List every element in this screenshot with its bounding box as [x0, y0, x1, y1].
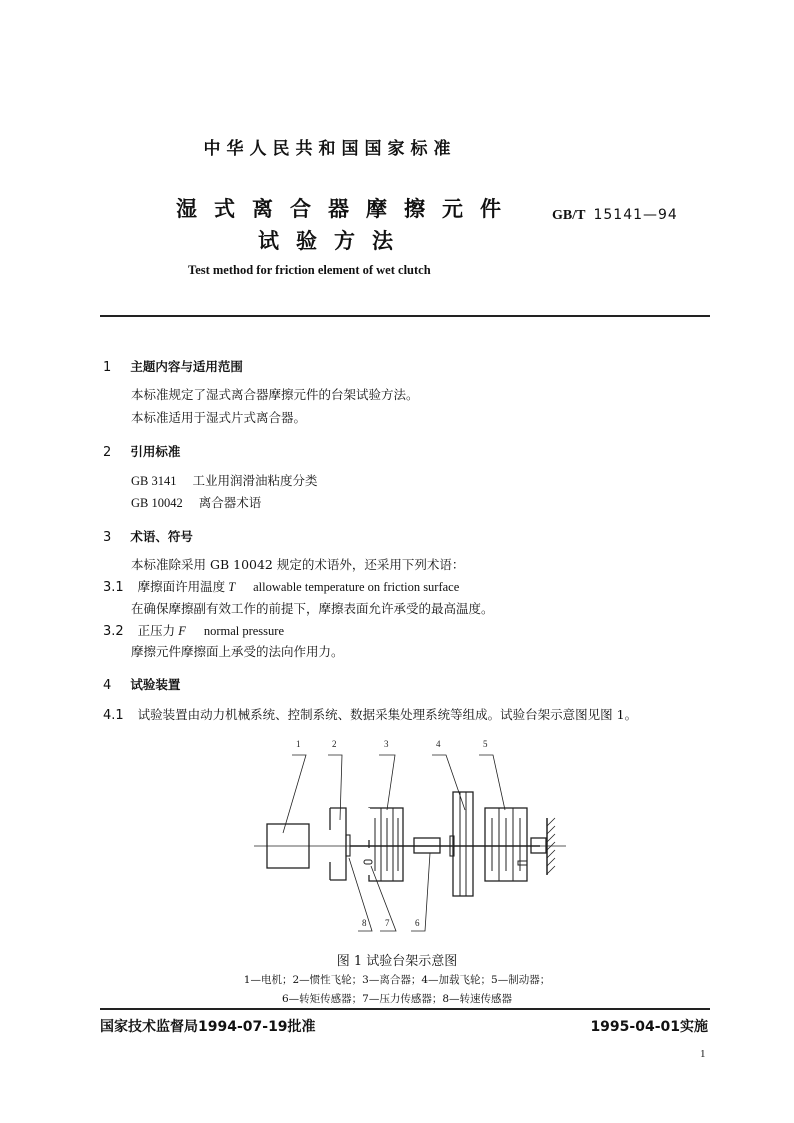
loading-flywheel-shape	[453, 792, 473, 896]
diagram-label-4: 4	[436, 739, 441, 749]
approval-date: 国家技术监督局1994-07-19批准	[100, 1019, 316, 1035]
term-3-2	[103, 621, 284, 639]
section-4-heading	[103, 674, 180, 693]
section-1-heading	[103, 356, 243, 375]
section-number: 1	[103, 360, 112, 375]
diagram-label-6: 6	[415, 918, 420, 928]
reference-item	[131, 493, 261, 511]
standard-code-number: 15141—94	[593, 207, 678, 223]
national-standard-heading: 中华人民共和国国家标准	[203, 139, 457, 159]
clause-number: 4.1	[103, 708, 124, 723]
term-number: 3.1	[103, 580, 124, 595]
term-english: normal pressure	[203, 624, 284, 638]
page-number: 1	[700, 1048, 706, 1060]
leader-line-6	[411, 853, 430, 931]
footer-divider	[100, 1008, 710, 1010]
diagram-label-1: 1	[296, 739, 301, 749]
diagram-label-8: 8	[362, 918, 367, 928]
reference-code: GB 3141	[131, 474, 177, 488]
reference-code: GB 10042	[131, 496, 183, 510]
leader-line-5	[479, 755, 505, 810]
reference-name: 工业用润滑油粘度分类	[192, 473, 318, 488]
figure-legend-line2: 6—转矩传感器；7—压力传感器；8—转速传感器	[281, 993, 513, 1005]
section-title: 试验装置	[130, 677, 181, 692]
document-title-line2: 试验方法	[258, 229, 410, 253]
term-name: 正压力	[137, 623, 176, 638]
term-symbol: T	[228, 580, 236, 594]
section-number: 2	[103, 445, 112, 460]
standard-code-prefix: GB/T	[552, 208, 586, 223]
section-title: 术语、符号	[130, 529, 193, 544]
leader-line-7	[371, 866, 396, 931]
header-divider	[100, 315, 710, 317]
standard-code	[552, 207, 678, 224]
diagram-label-5: 5	[483, 739, 488, 749]
term-name: 摩擦面许用温度	[137, 579, 226, 594]
implementation-date: 1995-04-01实施	[590, 1019, 708, 1035]
clause-4-1	[103, 705, 637, 723]
term-definition: 在确保摩擦副有效工作的前提下，摩擦表面允许承受的最高温度。	[131, 601, 494, 616]
paragraph: 本标准规定了湿式离合器摩擦元件的台架试验方法。	[131, 387, 419, 402]
reference-name: 离合器术语	[198, 495, 262, 510]
section-number: 4	[103, 678, 112, 693]
clause-text: 试验装置由动力机械系统、控制系统、数据采集处理系统等组成。试验台架示意图见图 1。	[137, 707, 638, 722]
section-number: 3	[103, 530, 112, 545]
section-3-heading	[103, 526, 193, 545]
inertia-flywheel-shape	[330, 808, 346, 880]
diagram-label-2: 2	[332, 739, 337, 749]
document-title-line1: 湿式离合器摩擦元件	[176, 197, 518, 221]
paragraph: 本标准除采用 GB 10042 规定的术语外，还采用下列术语：	[131, 557, 465, 572]
section-title: 主题内容与适用范围	[130, 359, 243, 374]
reference-item	[131, 471, 318, 489]
english-title: Test method for friction element of wet clutch	[188, 263, 431, 277]
section-title: 引用标准	[130, 444, 181, 459]
leader-line-3	[379, 755, 395, 810]
paragraph: 本标准适用于湿式片式离合器。	[131, 410, 307, 425]
term-symbol: F	[178, 624, 186, 638]
leader-line-1	[283, 755, 306, 833]
figure-caption: 图 1 试验台架示意图	[336, 954, 458, 969]
diagram-label-3: 3	[384, 739, 389, 749]
diagram-label-7: 7	[385, 918, 390, 928]
term-3-1	[103, 577, 459, 595]
term-definition: 摩擦元件摩擦面上承受的法向作用力。	[131, 644, 344, 659]
section-2-heading	[103, 441, 180, 460]
term-english: allowable temperature on friction surface	[253, 580, 460, 594]
term-number: 3.2	[103, 624, 124, 639]
test-rig-diagram	[250, 730, 580, 940]
figure-legend-line1: 1—电机；2—惯性飞轮；3—离合器；4—加载飞轮；5—制动器；	[243, 974, 551, 986]
